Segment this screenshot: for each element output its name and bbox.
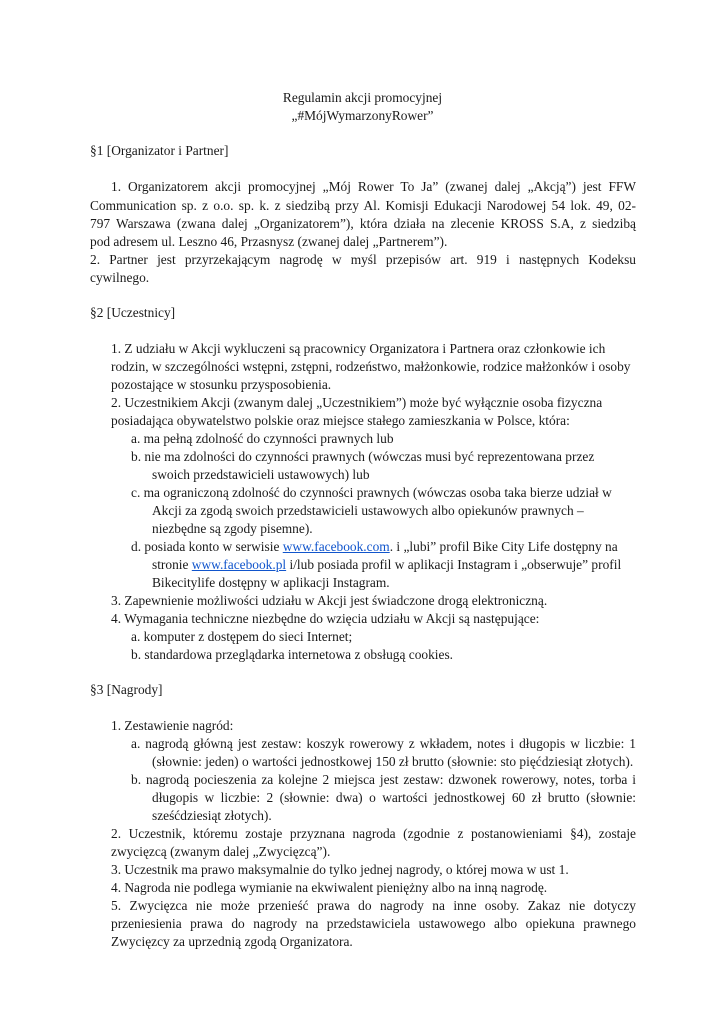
s1-p1-line: pod adresem ul. Leszno 46, Przasnysz (zwanej dalej „Partnerem”). — [90, 234, 448, 249]
s2-p1-line: 1. Z udziału w Akcji wykluczeni są pracownicy Organizatora i Partnera oraz członkowie ich — [111, 341, 606, 356]
s2-item-d-line-1 — [131, 538, 618, 556]
s2-p2-line: 2. Uczestnikiem Akcji (zwanym dalej „Uczestnikiem”) może być wyłącznie osoba fizyczna — [111, 395, 603, 410]
s2-p4: 4. Wymagania techniczne niezbędne do wzięcia udziału w Akcji są następujące: — [111, 611, 540, 626]
s3-item-b-line: b. nagrodą pocieszenia za kolejne 2 miejsca jest zestaw: dzwonek rowerowy, notes, torba i — [131, 772, 636, 787]
s2-item-d-text: . i „lubi” profil Bike City Life dostępny na — [389, 539, 618, 554]
s3-p2-line: 2. Uczestnik, któremu zostaje przyznana nagroda (zgodnie z postanowieniami §4), zostaje — [111, 826, 636, 841]
s2-item-a: a. ma pełną zdolność do czynności prawnych lub — [131, 431, 394, 446]
s1-p2-line: 2. Partner jest przyrzekającym nagrodę w myśl przepisów art. 919 i następnych Kodeksu — [90, 252, 636, 267]
title-line-2: „#MójWymarzonyRower” — [291, 108, 434, 123]
s3-p5-line: Zwycięzcy za uprzednią zgodą Organizatora. — [111, 934, 353, 949]
s2-item-d-text: i/lub posiada profil w aplikacji Instagram i „obserwuje” profil — [286, 557, 622, 572]
facebook-com-link[interactable]: www.facebook.com — [282, 539, 390, 554]
s2-item-c-line: niezbędne są zgody pisemne). — [152, 521, 313, 536]
s1-p1-line: 797 Warszawa (zwana dalej „Organizatorem”), która działa na zlecenie KROSS S.A, z siedzibą — [90, 216, 636, 231]
s3-p5-line: przeniesienia prawa do nagrody na przedstawiciela ustawowego albo opiekuna prawnego — [111, 916, 636, 931]
s3-p3: 3. Uczestnik ma prawo maksymalnie do tylko jednej nagrody, o której mowa w ust 1. — [111, 862, 569, 877]
s2-item-d-line-3: Bikecitylife dostępny w aplikacji Instagram. — [152, 575, 390, 590]
s2-p1-line: pozostające w stosunku przysposobienia. — [111, 377, 332, 392]
s2-p1-line: rodzin, w szczególności wstępni, zstępni, rodzeństwo, małżonkowie, rodzice małżonków i osoby — [111, 359, 631, 374]
s3-item-b-line: długopis w liczbie: 2 (słownie: dwa) o wartości jednostkowej 60 zł brutto (słownie: — [152, 790, 636, 805]
s2-p4-item-b: b. standardowa przeglądarka internetowa z obsługą cookies. — [131, 647, 453, 662]
s2-item-b-line: b. nie ma zdolności do czynności prawnych (wówczas musi być reprezentowana przez — [131, 449, 595, 464]
s3-p1: 1. Zestawienie nagród: — [111, 718, 234, 733]
section-1-heading: §1 [Organizator i Partner] — [90, 143, 229, 158]
s3-p4: 4. Nagroda nie podlega wymianie na ekwiwalent pieniężny albo na inną nagrodę. — [111, 880, 548, 895]
s1-p1-line: Communication sp. z o.o. sp. k. z siedzibą przy Al. Komisji Edukacji Narodowej 54 lok. 49, 02- — [90, 198, 636, 213]
s2-p2-line: posiadająca obywatelstwo polskie oraz miejsce stałego zamieszkania w Polsce, która: — [111, 413, 570, 428]
s3-p2-line: zwycięzcą (zwanym dalej „Zwycięzcą”). — [111, 844, 331, 859]
s3-item-b-line: sześćdziesiąt złotych). — [152, 808, 272, 823]
s1-p1-line: 1. Organizatorem akcji promocyjnej „Mój Rower To Ja” (zwanej dalej „Akcją”) jest FFW — [111, 179, 636, 194]
s2-item-c-line: c. ma ograniczoną zdolność do czynności prawnych (wówczas osoba taka bierze udział w — [131, 485, 612, 500]
s3-item-a-line: a. nagrodą główną jest zestaw: koszyk rowerowy z wkładem, notes i długopis w liczbie: 1 — [131, 736, 636, 751]
s2-item-d-text: d. posiada konto w serwisie — [131, 539, 283, 554]
s2-item-b-line: swoich przedstawicieli ustawowych) lub — [152, 467, 370, 482]
s2-p3: 3. Zapewnienie możliwości udziału w Akcji jest świadczone drogą elektroniczną. — [111, 593, 548, 608]
s2-item-d-text: stronie — [152, 557, 192, 572]
s1-p2-line: cywilnego. — [90, 270, 150, 285]
s2-item-c-line: Akcji za zgodą swoich przedstawicieli ustawowych albo opiekunów prawnych – — [152, 503, 584, 518]
section-2-heading: §2 [Uczestnicy] — [90, 305, 176, 320]
facebook-pl-link[interactable]: www.facebook.pl — [191, 557, 287, 572]
s3-item-a-line: (słownie: jeden) o wartości jednostkowej 150 zł brutto (słownie: sto pięćdziesiąt złotych). — [152, 754, 634, 769]
title-line-1: Regulamin akcji promocyjnej — [282, 90, 443, 105]
s2-p4-item-a: a. komputer z dostępem do sieci Internet; — [131, 629, 353, 644]
s3-p5-line: 5. Zwycięzca nie może przenieść prawa do nagrody na inne osoby. Zakaz nie dotyczy — [111, 898, 636, 913]
section-3-heading: §3 [Nagrody] — [90, 682, 163, 697]
s2-item-d-line-2 — [152, 556, 621, 574]
